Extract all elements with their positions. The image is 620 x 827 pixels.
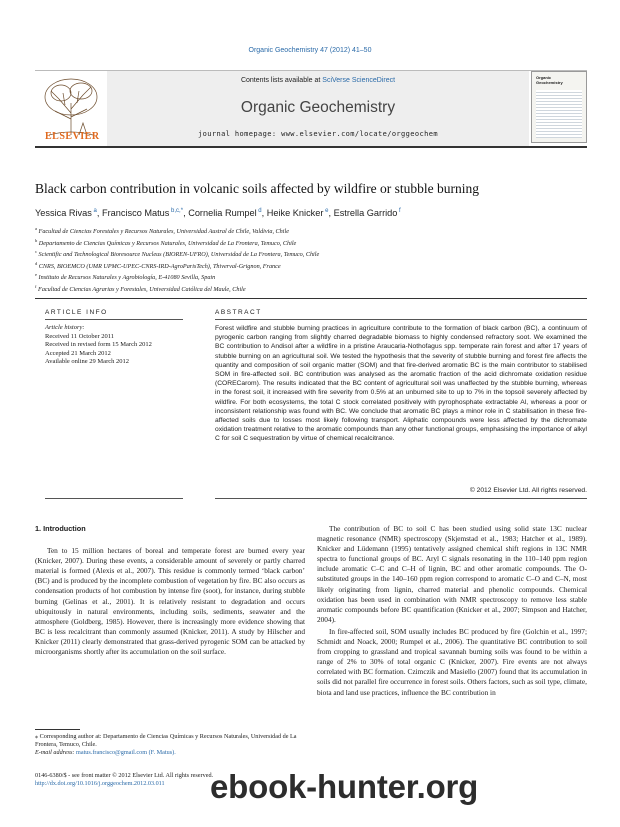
article-info-heading: ARTICLE INFO — [45, 309, 108, 316]
affiliation-item — [35, 271, 595, 283]
sciencedirect-link[interactable]: SciVerse ScienceDirect — [322, 77, 396, 84]
author-name: Cornelia Rumpel — [188, 208, 257, 219]
journal-citation[interactable]: Organic Geochemistry 47 (2012) 41–50 — [248, 47, 372, 54]
author-affiliation-marker[interactable]: b,c,* — [169, 208, 184, 214]
journal-homepage — [107, 130, 529, 138]
elsevier-wordmark: ELSEVIER — [45, 131, 100, 142]
article-info-bottom-rule — [45, 498, 183, 499]
header-divider — [35, 298, 587, 299]
journal-masthead — [35, 70, 587, 148]
history-title: Article history: — [45, 324, 85, 331]
corresponding-author-footnote — [35, 733, 305, 757]
abstract-rule — [215, 319, 587, 320]
author-affiliation-marker[interactable]: e — [323, 208, 329, 214]
abstract-text: Forest wildfire and stubble burning practices in agriculture contribute to the formation of black carbon (BC), a continuum of pyrogenic carbon ranging from slightly charred degradable biomass to highly condensed refractory soot. We examined the BC contribution to Andisol after a wildfire in a pristine Araucaria-Nothofagus spp. temperate rain forest and after 17 years of stubble burning on an agricultural soil. We tested the hypothesis that the severity of stubble burning and forest fire affects the quantity and composition of soil organic matter (SOM) and that fire-derived aromatic BC is the main contributor to stabilised SOM in fire-affected soil. BC contribution was analysed as the aromatic fraction of the acid dichromate oxidation residue (CORECarom). The results indicated that the BC content of agricultural soil was unaffected by the stubble burning, whereas in the forest soil, it increased with fire severity from 0.5% at an unburned site to up to 7% in the topsoil severely affected by wildfire. For both ecosystems, the total C stock correlated positively with pyrophosphate extractable Al, whereas a poor or inconsistent relationship was found with BC. We conclude that aromatic BC plays a minor role in C stabilisation in these fire-affected soils due to losses most likely following transport. Aliphatic compounds were less affected by the dichromate oxidation treatment relative to the aromatic compounds than any other functional groups, emphasising the importance of alkyl C for soil C sequestration by virtue of chemical recalcitrance. — [215, 325, 587, 443]
article-history — [45, 324, 152, 367]
affiliation-text: Facultad de Ciencias Agrarias y Forestales, Universidad Católica del Maule, Chile — [36, 285, 246, 293]
article-title: Black carbon contribution in volcanic soils affected by wildfire or stubble burning — [35, 181, 480, 196]
affiliation-item — [35, 283, 595, 295]
author-list — [35, 208, 595, 218]
author-separator: , — [96, 208, 102, 219]
affiliation-list — [35, 225, 595, 294]
section-heading-introduction: 1. Introduction — [35, 524, 86, 533]
doi-link[interactable]: http://dx.doi.org/10.1016/j.orggeochem.2012.03.011 — [35, 780, 165, 787]
author-name: Yessica Rivas — [35, 208, 92, 219]
article-info-rule — [45, 319, 183, 320]
intro-paragraph-3: In fire-affected soil, SOM usually includes BC produced by fire (Golchin et al., 1997; Schmidt and Noack, 2000; Rumpel et al., 2006). The quantitative BC contribution to soil from cropping to grassland and tropical savannah burning soils was found to be within a range of 2% to 30% of total organic C (Knicker, 2007). Fire events are not always correlated with BC formation. Czimczik and Masiello (2007) found that its accumulation in soils did not parallel fire occurrence in forest soils. Others factors, such as soil type, climate, biota and land use practices, influence the BC contribution in — [317, 626, 587, 697]
author-separator: , — [261, 208, 267, 219]
author-name: Francisco Matus — [101, 208, 170, 219]
author-affiliation-marker[interactable]: f — [397, 208, 401, 214]
author-name: Heike Knicker — [266, 208, 324, 219]
footnote-rule — [35, 729, 80, 730]
affiliation-item — [35, 260, 595, 272]
intro-paragraph-2: The contribution of BC to soil C has been studied using solid state 13C nuclear magnetic resonance (NMR) spectroscopy (Skjemstad et al., 1983; Hatcher et al., 1989). Knicker and Lüdemann (1995) tentatively assigned chemical shift regions in 13C NMR spectra to functional groups of BC. Aryl C signals resonating in the 110–140 ppm region include aromatic C–C and C–H of lignin, BC and other aromatic compounds. The O-substituted groups in the 140–160 ppm region correspond to aromatic C–O and C–N, most likely originating from lignin, charred material and phenolic compounds. Chemical oxidation has been used in combination with NMR spectroscopy to remove less stable aromatic compounds before BC quantification (Knicker et al., 2007; Simpson and Hatcher, 2004). — [317, 524, 587, 624]
affiliation-text: Departamento de Ciencias Químicas y Recursos Naturales, Universidad de La Frontera, Temuco, Chile — [37, 239, 297, 247]
intro-paragraph-1: Ten to 15 million hectares of boreal and temperate forest are burned every year (Knicker, 2007). During these events, a considerable amount of severely or partly charred material is formed (Alexis et al., 2007). This residue is commonly termed ‘black carbon’ (BC) and is produced by the incomplete combustion of vegetation by fire. BC also occurs as condensation products of hot combustion by intense fire (soot), for instance, during stubble burning (Gelinas et al., 2001). It is relatively resistant to degradation and occurs ubiquitously in natural environments, including soils, sediments, seawater and the atmosphere (Goldberg, 1985). However, there is increasingly more evidence showing that BC is less recalcitrant than commonly assumed (Knicker, 2011). A study by Hilscher and Knicker (2011) clearly demonstrated that grass-derived pyrogenic SOM can be attacked by microorganisms shortly after its accumulation on the soil surface. — [35, 546, 305, 657]
email-address[interactable]: matus.francisco@gmail.com (F. Matus). — [76, 749, 176, 756]
affiliation-marker: e — [35, 272, 37, 278]
copyright-notice: © 2012 Elsevier Ltd. All rights reserved. — [469, 487, 587, 494]
affiliation-text: Facultad de Ciencias Forestales y Recursos Naturales, Universidad Austral de Chile, Valdivia, Chile — [37, 228, 289, 236]
homepage-url[interactable]: www.elsevier.com/locate/orggeochem — [281, 130, 438, 138]
journal-title: Organic Geochemistry — [240, 99, 396, 116]
author-affiliation-marker[interactable]: a — [91, 208, 97, 214]
body-column-right — [317, 524, 587, 698]
author-name: Estrella Garrido — [333, 208, 398, 219]
affiliation-text: Scientific and Technological Bioresource Nucleus (BIOREN-UFRO), Universidad de La Frontera, Temuco, Chile — [37, 251, 320, 259]
affiliation-marker: c — [35, 249, 37, 255]
issn-line: 0146-6380/$ - see front matter © 2012 Elsevier Ltd. All rights reserved. — [35, 772, 214, 779]
affiliation-item — [35, 225, 595, 237]
email-label: E-mail address: — [35, 749, 77, 756]
affiliation-marker: f — [35, 283, 37, 289]
affiliation-text: CNRS, BIOEMCO (UMR UPMC-UPEC-CNRS-IRD-AgroParisTech), Thiverval-Grignon, France — [37, 262, 281, 270]
contents-prefix: Contents lists available at — [240, 77, 323, 84]
affiliation-text: Instituto de Recursos Naturales y Agrobiología, E-41080 Sevilla, Spain — [37, 274, 216, 282]
homepage-label: journal homepage: — [198, 130, 282, 138]
watermark: ebook-hunter.org — [210, 768, 479, 805]
affiliation-marker: b — [35, 237, 38, 243]
cover-pattern — [536, 90, 582, 138]
history-received: Received 11 October 2011 — [45, 332, 115, 340]
abstract-heading: ABSTRACT — [215, 309, 262, 316]
email-line — [35, 749, 305, 757]
history-revised: Received in revised form 15 March 2012 — [45, 341, 152, 348]
author-separator: , — [183, 208, 189, 219]
affiliation-item — [35, 248, 595, 260]
cover-title: Organic Geochemistry — [536, 75, 563, 85]
corresponding-author-text: ⁎ Corresponding author at: Departamento de Ciencias Químicas y Recursos Naturales, Universidad de La Frontera, Temuco, Chile. — [35, 733, 297, 748]
abstract-bottom-rule — [215, 498, 587, 499]
history-online: Available online 29 March 2012 — [45, 358, 129, 365]
affiliation-marker: a — [35, 226, 37, 231]
history-accepted: Accepted 21 March 2012 — [45, 349, 111, 357]
contents-available-line — [107, 77, 529, 84]
journal-cover-thumbnail — [531, 71, 587, 143]
affiliation-item — [35, 237, 595, 249]
affiliation-marker: d — [35, 260, 38, 266]
author-affiliation-marker[interactable]: d — [256, 208, 262, 214]
author-separator: , — [328, 208, 334, 219]
body-column-left — [35, 524, 305, 657]
